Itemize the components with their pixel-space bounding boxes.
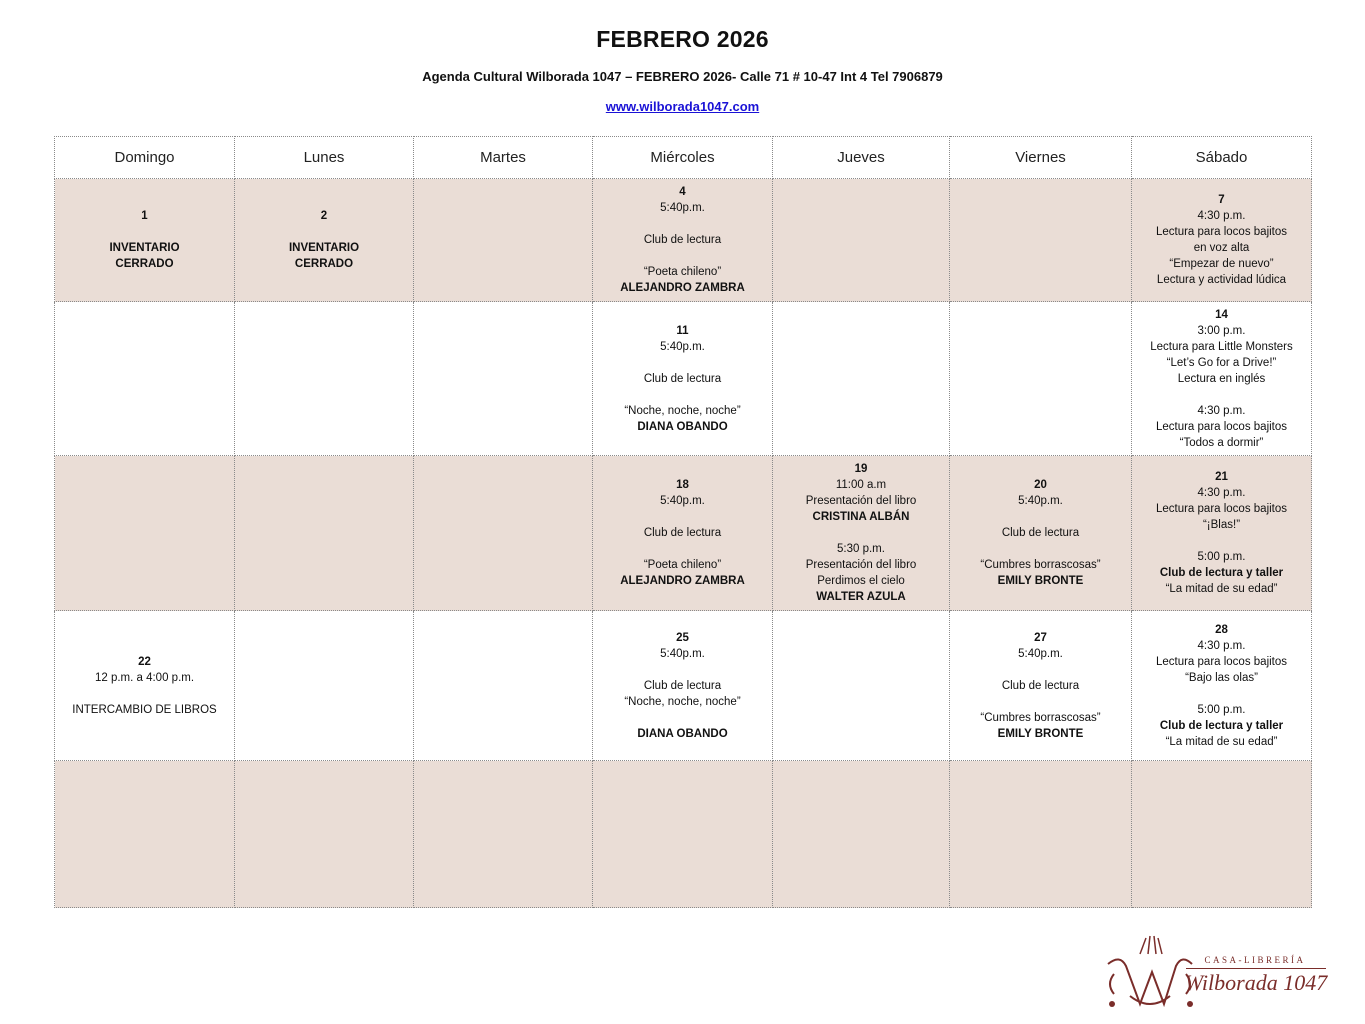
day-cell-wednesday <box>593 302 773 456</box>
calendar-body <box>55 179 1312 908</box>
day-cell-tuesday <box>414 302 593 456</box>
day-header-thursday: Jueves <box>773 137 950 179</box>
day-cell-thursday <box>773 302 950 456</box>
event-line: Club de lectura <box>1001 527 1080 539</box>
event-line: Club de lectura <box>643 372 722 385</box>
event-line: “Empezar de nuevo” <box>1169 258 1274 270</box>
event-line: en voz alta <box>1193 242 1250 254</box>
day-number: 18 <box>676 479 689 491</box>
event-line: 5:40p.m. <box>660 495 705 507</box>
event-line: INVENTARIO <box>288 242 360 254</box>
event-line: EMILY BRONTE <box>997 575 1084 587</box>
day-number: 20 <box>1034 479 1047 491</box>
day-cell-saturday <box>1132 456 1312 611</box>
day-cell-thursday <box>773 179 950 302</box>
event-line: CERRADO <box>294 258 354 270</box>
day-cell-wednesday <box>593 456 773 611</box>
event-line: 4:30 p.m. <box>1197 210 1246 222</box>
event-line: Club de lectura y taller <box>1159 719 1284 732</box>
event-line <box>593 355 772 371</box>
event-line: “Todos a dormir” <box>1179 436 1264 449</box>
page-title: FEBRERO 2026 <box>596 26 769 52</box>
event-line <box>55 686 234 702</box>
day-header-tuesday: Martes <box>414 137 593 179</box>
event-line: “Poeta chileno” <box>643 266 722 278</box>
event-line <box>593 662 772 678</box>
event-line: “Noche, noche, noche” <box>624 695 741 708</box>
event-line: 5:00 p.m. <box>1197 551 1246 563</box>
event-line: DIANA OBANDO <box>637 420 728 433</box>
event-line: Lectura y actividad lúdica <box>1156 274 1287 286</box>
event-line: Lectura para locos bajitos <box>1155 226 1288 238</box>
event-line: ALEJANDRO ZAMBRA <box>620 282 745 294</box>
day-cell-friday <box>950 456 1132 611</box>
event-line: WALTER AZULA <box>816 591 906 603</box>
day-number: 4 <box>679 186 686 198</box>
day-cell-monday <box>235 456 414 611</box>
day-header-wednesday: Miércoles <box>593 137 773 179</box>
website-link-container <box>0 99 1365 114</box>
event-line: INVENTARIO <box>109 242 180 254</box>
event-line: Lectura para Little Monsters <box>1150 340 1293 353</box>
event-line: Lectura para locos bajitos <box>1155 420 1288 433</box>
day-number: 2 <box>320 210 328 222</box>
day-cell-sunday <box>55 456 235 611</box>
day-cell-thursday <box>773 761 950 908</box>
event-line: Lectura para locos bajitos <box>1155 655 1288 668</box>
event-line <box>950 541 1131 557</box>
event-line: “Cumbres borrascosas” <box>980 711 1101 724</box>
event-line <box>593 541 772 557</box>
event-line: INTERCAMBIO DE LIBROS <box>72 703 217 716</box>
day-cell-wednesday <box>593 611 773 761</box>
day-cell-monday <box>235 179 414 302</box>
event-line: Club de lectura <box>643 234 722 246</box>
day-number: 7 <box>1218 194 1225 206</box>
day-cell-friday <box>950 302 1132 456</box>
day-cell-tuesday <box>414 761 593 908</box>
day-cell-friday <box>950 761 1132 908</box>
event-line: “Noche, noche, noche” <box>624 404 741 417</box>
event-line: 11:00 a.m <box>835 479 887 491</box>
day-number: 21 <box>1215 471 1228 483</box>
event-line <box>950 694 1131 710</box>
event-line: 4:30 p.m. <box>1197 639 1246 652</box>
event-line: Club de lectura <box>1001 679 1080 692</box>
day-cell-saturday <box>1132 611 1312 761</box>
event-line: Presentación del libro <box>805 495 917 507</box>
day-number: 22 <box>138 655 151 668</box>
logo-name: Wilborada 1047 <box>1184 970 1328 995</box>
event-line: 12 p.m. a 4:00 p.m. <box>94 671 195 684</box>
event-line: 5:40p.m. <box>660 340 705 353</box>
day-cell-monday <box>235 302 414 456</box>
event-line: Club de lectura <box>643 527 722 539</box>
day-header-monday: Lunes <box>235 137 414 179</box>
day-cell-sunday <box>55 179 235 302</box>
day-cell-wednesday <box>593 179 773 302</box>
event-line: CRISTINA ALBÁN <box>812 511 910 523</box>
event-line <box>1132 686 1311 702</box>
event-line <box>593 248 772 264</box>
website-link[interactable]: www.wilborada1047.com <box>605 99 760 114</box>
week-row <box>55 302 1312 456</box>
day-cell-wednesday <box>593 761 773 908</box>
day-number: 1 <box>141 210 148 222</box>
day-cell-friday <box>950 179 1132 302</box>
event-line <box>950 509 1131 525</box>
day-cell-thursday <box>773 456 950 611</box>
event-line: “Cumbres borrascosas” <box>980 559 1101 571</box>
week-row <box>55 179 1312 302</box>
event-line: Lectura para locos bajitos <box>1155 503 1288 515</box>
day-number: 28 <box>1215 623 1228 636</box>
day-cell-tuesday <box>414 456 593 611</box>
logo-divider <box>1186 968 1326 969</box>
day-number: 19 <box>854 463 868 475</box>
day-cell-thursday <box>773 611 950 761</box>
event-line <box>773 525 949 541</box>
day-cell-sunday <box>55 611 235 761</box>
event-line: 4:30 p.m. <box>1197 404 1246 417</box>
event-line <box>593 509 772 525</box>
week-row <box>55 611 1312 761</box>
calendar-table <box>54 136 1312 908</box>
event-line <box>1132 387 1311 403</box>
event-line: “Let’s Go for a Drive!” <box>1166 356 1277 369</box>
event-line <box>55 224 234 240</box>
event-line: Club de lectura y taller <box>1159 567 1284 579</box>
day-cell-saturday <box>1132 302 1312 456</box>
week-row <box>55 761 1312 908</box>
event-line: 5:40p.m. <box>660 647 705 660</box>
event-line: DIANA OBANDO <box>637 727 728 740</box>
event-line: “La mitad de su edad” <box>1165 583 1278 595</box>
day-header-friday: Viernes <box>950 137 1132 179</box>
day-cell-tuesday <box>414 179 593 302</box>
day-cell-saturday <box>1132 179 1312 302</box>
page-subtitle: Agenda Cultural Wilborada 1047 – FEBRERO 2026- Calle 71 # 10-47 Int 4 Tel 7906879 <box>422 69 943 84</box>
day-header-sunday: Domingo <box>55 137 235 179</box>
event-line: Club de lectura <box>643 679 722 692</box>
day-number: 14 <box>1215 308 1228 321</box>
event-line: EMILY BRONTE <box>997 727 1084 740</box>
event-line: ALEJANDRO ZAMBRA <box>620 575 745 587</box>
event-line: 4:30 p.m. <box>1197 487 1246 499</box>
day-cell-saturday <box>1132 761 1312 908</box>
event-line <box>235 224 413 240</box>
event-line <box>593 710 772 726</box>
event-line: CERRADO <box>115 258 174 270</box>
day-cell-tuesday <box>414 611 593 761</box>
event-line: 5:00 p.m. <box>1197 703 1246 716</box>
event-line: “La mitad de su edad” <box>1165 735 1278 748</box>
day-cell-sunday <box>55 761 235 908</box>
event-line: “¡Blas!” <box>1202 519 1241 531</box>
day-number: 11 <box>676 324 689 337</box>
event-line: 5:40p.m. <box>1018 495 1063 507</box>
day-header-row <box>55 137 1312 179</box>
event-line: 5:40p.m. <box>660 202 705 214</box>
day-cell-sunday <box>55 302 235 456</box>
day-number: 27 <box>1034 631 1047 644</box>
event-line <box>593 387 772 403</box>
event-line <box>1132 533 1311 549</box>
event-line <box>950 662 1131 678</box>
event-line: Presentación del libro <box>805 559 917 571</box>
event-line: 3:00 p.m. <box>1197 324 1246 337</box>
event-line: 5:30 p.m. <box>837 543 885 555</box>
week-row <box>55 456 1312 611</box>
logo-top-text: CASA-LIBRERÍA <box>1204 955 1306 965</box>
day-cell-monday <box>235 761 414 908</box>
day-number: 25 <box>676 631 689 644</box>
event-line: Lectura en inglés <box>1177 372 1266 385</box>
day-header-saturday: Sábado <box>1132 137 1312 179</box>
event-line: “Bajo las olas” <box>1185 671 1258 684</box>
event-line: 5:40p.m. <box>1018 647 1063 660</box>
event-line: Perdimos el cielo <box>817 575 905 587</box>
event-line <box>593 216 772 232</box>
day-cell-monday <box>235 611 414 761</box>
day-cell-friday <box>950 611 1132 761</box>
event-line: “Poeta chileno” <box>643 559 722 571</box>
